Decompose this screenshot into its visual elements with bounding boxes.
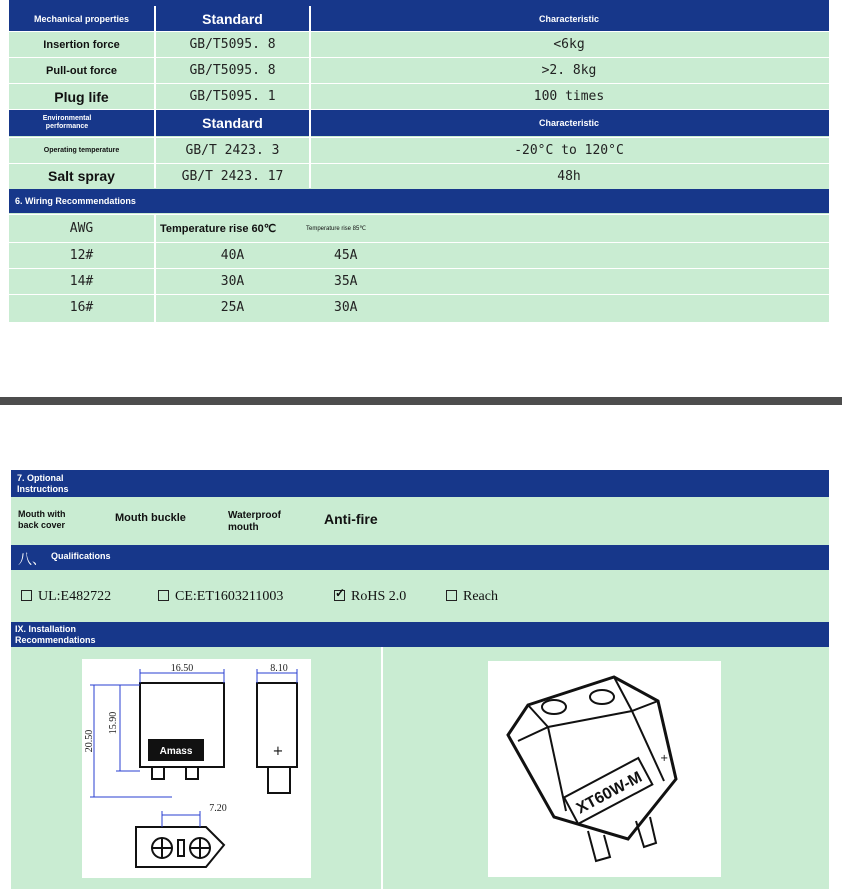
wiring-row-awg: 12# — [69, 248, 94, 263]
mechanical-header-col2: Standard — [202, 10, 263, 27]
connector-isometric-svg — [488, 661, 721, 877]
checkbox-icon[interactable] — [446, 590, 457, 601]
pin-left — [152, 767, 164, 779]
row-value: 48h — [557, 168, 581, 184]
row-name: Operating temperature — [43, 147, 120, 154]
pin-bottom-right — [636, 817, 656, 847]
optional-header — [11, 470, 829, 497]
panel-divider — [381, 647, 383, 889]
wiring-col-t85: Temperature rise 85℃ — [306, 225, 367, 232]
wiring-row-t85: 45A — [334, 248, 358, 263]
wiring-col-awg: AWG — [69, 220, 94, 236]
dim-height-outer-label: 20.50 — [84, 729, 95, 753]
row-standard: GB/T5095. 8 — [189, 63, 276, 78]
qualification-label: Reach — [463, 589, 498, 604]
plus-icon: + — [272, 744, 284, 759]
qualifications-prefix: 八、 — [18, 551, 46, 567]
dim-pin-label: 7.20 — [209, 803, 227, 814]
row-name: Salt spray — [48, 168, 115, 184]
grid-line — [9, 163, 829, 164]
row-standard: GB/T5095. 1 — [189, 89, 276, 104]
qualification-label: RoHS 2.0 — [351, 589, 407, 604]
socket-left — [542, 700, 566, 714]
wiring-col-t60: Temperature rise 60℃ — [160, 222, 277, 235]
wiring-row-t85: 30A — [334, 300, 358, 315]
qualification-rohs — [334, 589, 406, 605]
grid-line — [9, 109, 829, 110]
wiring-row-awg: 14# — [69, 274, 94, 289]
wiring-title: 6. Wiring Recommendations — [15, 196, 136, 206]
dim-width-label: 16.50 — [170, 663, 194, 674]
qualification-ce — [158, 589, 283, 605]
mechanical-header-col1: Mechanical properties — [33, 13, 130, 24]
row-name: Plug life — [54, 88, 109, 105]
row-name: Insertion force — [43, 38, 120, 51]
dimension-drawing-svg — [82, 659, 311, 878]
optional-item: Waterproof mouth — [228, 510, 281, 533]
row-name: Pull-out force — [46, 64, 117, 77]
grid-line — [9, 268, 829, 269]
installation-header — [11, 622, 829, 647]
brand-text: Amass — [159, 746, 193, 757]
dim-depth-label: 8.10 — [270, 663, 288, 674]
optional-item: Anti-fire — [324, 511, 378, 527]
grid-line — [309, 6, 311, 188]
checked-checkbox-icon[interactable] — [334, 590, 345, 601]
checkbox-icon[interactable] — [21, 590, 32, 601]
checkbox-icon[interactable] — [158, 590, 169, 601]
side-pin — [268, 767, 290, 793]
environmental-header-col2: Standard — [202, 115, 263, 131]
qualifications-title: Qualifications — [51, 551, 111, 561]
optional-item: Mouth buckle — [115, 512, 186, 524]
plus-icon: + — [660, 753, 669, 764]
wiring-row-awg: 16# — [69, 300, 94, 315]
grid-line — [9, 83, 829, 84]
optional-item: Mouth with back cover — [18, 509, 66, 530]
dimension-drawing — [82, 659, 311, 878]
qualification-ul — [21, 589, 111, 605]
optional-title: 7. Optional Instructions — [17, 473, 69, 494]
grid-line — [9, 214, 829, 215]
row-value: >2. 8kg — [541, 63, 597, 78]
environmental-header-col3: Characteristic — [538, 118, 600, 128]
mechanical-header-col3: Characteristic — [538, 13, 600, 24]
socket-right — [590, 690, 614, 704]
row-value: 100 times — [533, 89, 605, 104]
wiring-row-t60: 30A — [220, 274, 245, 289]
row-standard: GB/T 2423. 3 — [185, 143, 280, 158]
dim-height-inner-label: 15.90 — [108, 711, 119, 735]
grid-line — [9, 294, 829, 295]
pin-bottom-left — [588, 831, 610, 861]
grid-line — [9, 57, 829, 58]
grid-line — [9, 242, 829, 243]
grid-line — [9, 137, 829, 138]
qualification-label: UL:E482722 — [38, 589, 112, 604]
pin-right — [186, 767, 198, 779]
installation-title: IX. Installation Recommendations — [15, 624, 96, 645]
row-value: <6kg — [553, 37, 585, 52]
environmental-header-col1: Environmental performance — [42, 115, 92, 130]
qualifications-header — [11, 545, 829, 570]
connector-isometric-drawing — [488, 661, 721, 877]
qualification-reach — [446, 589, 498, 605]
wiring-row-t60: 25A — [220, 300, 245, 315]
wiring-row-t60: 40A — [220, 248, 245, 263]
grid-line — [9, 31, 829, 32]
row-standard: GB/T 2423. 17 — [181, 168, 284, 184]
row-value: -20°C to 120°C — [514, 143, 624, 158]
page-separator — [0, 397, 842, 405]
row-standard: GB/T5095. 8 — [189, 37, 276, 52]
grid-line — [154, 6, 156, 188]
model-text: XT60W-M — [573, 768, 646, 818]
qualification-label: CE:ET1603211003 — [175, 589, 284, 604]
wiring-row-t85: 35A — [334, 274, 358, 289]
